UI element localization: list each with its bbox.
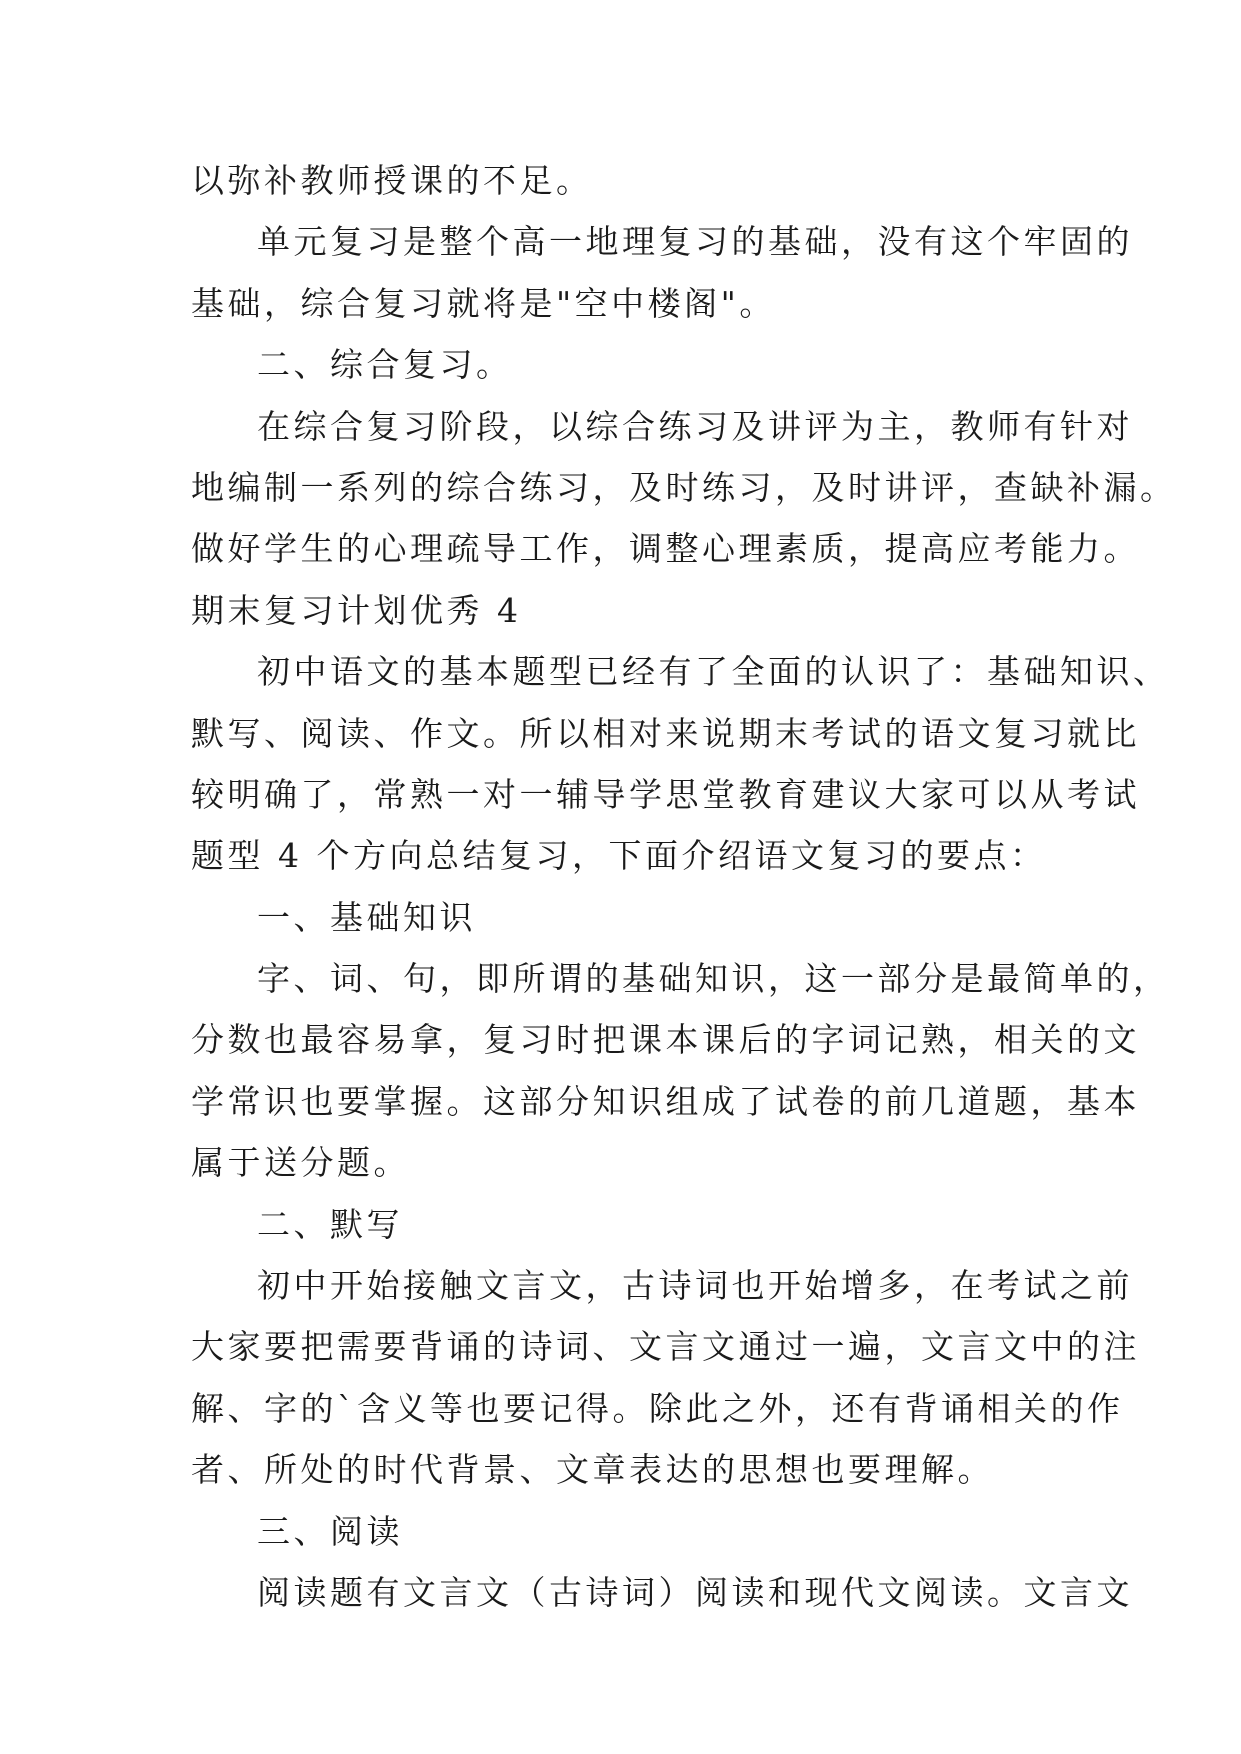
paragraph-start: 初中语文的基本题型已经有了全面的认识了：基础知识、 [257, 652, 1170, 692]
text-line: 学常识也要掌握。这部分知识组成了试卷的前几道题，基本 [191, 1081, 1140, 1121]
text-line: 属于送分题。 [191, 1143, 410, 1183]
text-line: 分数也最容易拿，复习时把课本课后的字词记熟，相关的文 [191, 1020, 1140, 1060]
text-line: 大家要把需要背诵的诗词、文言文通过一遍，文言文中的注 [191, 1327, 1140, 1367]
paragraph-start: 字、词、句，即所谓的基础知识，这一部分是最简单的， [257, 959, 1170, 999]
section-heading: 一、基础知识 [257, 897, 476, 937]
text-line: 地编制一系列的综合练习，及时练习，及时讲评，查缺补漏。 [191, 467, 1177, 507]
paragraph-start: 单元复习是整个高一地理复习的基础，没有这个牢固的 [257, 222, 1133, 262]
text-line: 做好学生的心理疏导工作，调整心理素质，提高应考能力。 [191, 529, 1140, 569]
text-line: 较明确了，常熟一对一辅导学思堂教育建议大家可以从考试 [191, 774, 1140, 814]
document-title: 期末复习计划优秀 4 [191, 590, 522, 630]
paragraph-start: 阅读题有文言文（古诗词）阅读和现代文阅读。文言文 [257, 1572, 1133, 1612]
paragraph-start: 在综合复习阶段，以综合练习及讲评为主，教师有针对 [257, 406, 1133, 446]
section-heading: 二、综合复习。 [257, 345, 513, 385]
text-line: 解、字的`含义等也要记得。除此之外，还有背诵相关的作 [191, 1388, 1124, 1428]
section-heading: 二、默写 [257, 1204, 403, 1244]
text-line: 基础，综合复习就将是"空中楼阁"。 [191, 283, 776, 323]
text-line: 者、所处的时代背景、文章表达的思想也要理解。 [191, 1450, 994, 1490]
paragraph-start: 初中开始接触文言文，古诗词也开始增多，在考试之前 [257, 1266, 1133, 1306]
document-body [191, 150, 1177, 1623]
text-line: 题型 4 个方向总结复习，下面介绍语文复习的要点： [191, 836, 1047, 876]
section-heading: 三、阅读 [257, 1511, 403, 1551]
text-line: 以弥补教师授课的不足。 [191, 161, 593, 200]
text-line: 默写、阅读、作文。所以相对来说期末考试的语文复习就比 [191, 713, 1140, 753]
